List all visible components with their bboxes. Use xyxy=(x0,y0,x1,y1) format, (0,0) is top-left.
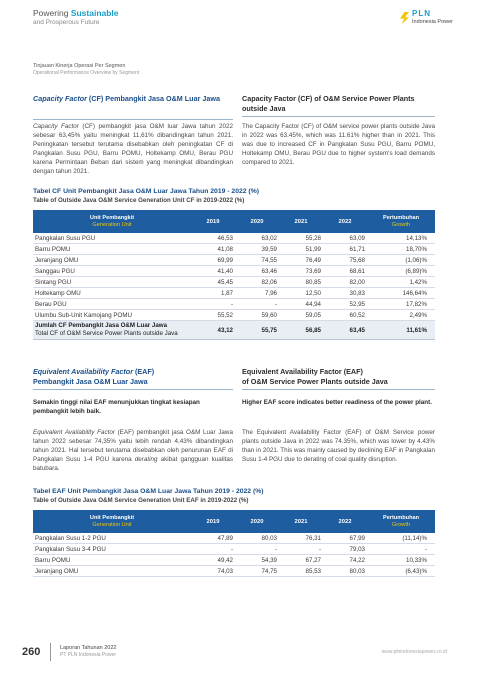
growth-cell: 146,64% xyxy=(402,289,427,297)
footer-divider xyxy=(50,643,51,661)
value-cell: - xyxy=(274,545,277,553)
eaf-note-en: Higher EAF score indicates better readiness of the power plant. xyxy=(242,399,433,406)
value-cell: 61,71 xyxy=(349,245,365,253)
value-cell: 41,08 xyxy=(217,245,233,253)
cf-paragraph-en: The Capacity Factor (CF) of O&M service power plants outside Java in 2022 was 63.45%, which was 11.61% higher than in 2021. This was due to increased CF in Pangkalan Susu PGU, Barru POMU, Holtekamp OMU, Berau PGU due to higher system's load demands compared to 2021. xyxy=(242,123,435,166)
unit-cell: Holtekamp OMU xyxy=(35,289,81,297)
value-cell: 68,61 xyxy=(349,267,365,275)
cf-table-title: Tabel CF Unit Pembangkit Jasa O&M Luar Jawa Tahun 2019 - 2022 (%) Table of Outside Java O&M Service Generation Unit CF in 2019-2022 (%) xyxy=(33,188,259,204)
table-row xyxy=(33,566,435,577)
unit-cell: Sanggau PGU xyxy=(35,267,75,275)
value-cell: 80,03 xyxy=(261,534,277,542)
table-row xyxy=(33,244,435,255)
eaf-heading-en: Equivalent Availability Factor (EAF) of O&M Service Power Plants outside Java xyxy=(242,367,435,390)
cf-table xyxy=(33,210,435,340)
value-cell: - xyxy=(318,545,321,553)
cf-table-header: Unit Pembangkit Generation Unit 2019 2020 2021 2022 Pertumbuhan Growth xyxy=(33,210,435,233)
unit-cell: Pangkalan Susu 1-2 PGU xyxy=(35,534,106,542)
lightning-icon xyxy=(400,12,409,24)
value-cell: 63,46 xyxy=(261,267,277,275)
value-cell: 54,39 xyxy=(261,556,277,564)
eaf-paragraph-en: The Equivalent Availability Factor (EAF) of O&M Service power plants outside Java in 2022 was 74.35%, which was lower by 4.43% than in 2021. This was mainly caused by declining EAF in Pangkalan Susu 1-4 PGU due to derating of coal quality disruption. xyxy=(242,429,435,463)
brand-tagline: Powering Sustainable xyxy=(33,8,119,18)
growth-cell: (1,06)% xyxy=(405,256,427,264)
value-cell: 7,96 xyxy=(264,289,277,297)
value-cell: 79,03 xyxy=(349,545,365,553)
eaf-table-header: Unit Pembangkit Generation Unit 2019 2020 2021 2022 Pertumbuhan Growth xyxy=(33,510,435,533)
value-cell: 82,06 xyxy=(261,278,277,286)
growth-cell: - xyxy=(424,545,427,553)
company-name: PT PLN Indonesia Power xyxy=(60,652,117,658)
unit-cell: Barru POMU xyxy=(35,556,71,564)
unit-cell: Berau PGU xyxy=(35,300,67,308)
unit-cell: Jeranjang OMU xyxy=(35,256,79,264)
value-cell: 75,68 xyxy=(349,256,365,264)
value-cell: 85,53 xyxy=(305,567,321,575)
cf-table-total-row: Jumlah CF Pembangkit Jasa O&M Luar Jawa Total CF of O&M Service Power Plants outside Java 43,12 55,75 56,85 63,45 11,61% xyxy=(33,321,435,340)
value-cell: 59,05 xyxy=(305,311,321,319)
brand-tagline-sub: and Prosperous Future xyxy=(33,19,100,26)
unit-cell: Barru POMU xyxy=(35,245,71,253)
unit-cell: Ulumbu Sub-Unit Kamojang POMU xyxy=(35,311,132,319)
value-cell: 12,50 xyxy=(305,289,321,297)
value-cell: - xyxy=(230,545,233,553)
report-title: Laporan Tahunan 2022 xyxy=(60,645,117,651)
unit-cell: Pangkalan Susu 3-4 PGU xyxy=(35,545,106,553)
eaf-heading-id: Equivalent Availability Factor (EAF) Pembangkit Jasa O&M Luar Jawa xyxy=(33,367,233,390)
value-cell: 74,03 xyxy=(217,567,233,575)
value-cell: 74,75 xyxy=(261,567,277,575)
value-cell: - xyxy=(230,300,233,308)
growth-cell: 10,33% xyxy=(406,556,427,564)
value-cell: 82,00 xyxy=(349,278,365,286)
unit-cell: Pangkalan Susu PGU xyxy=(35,234,96,242)
value-cell: 74,55 xyxy=(261,256,277,264)
eaf-table-title: Tabel EAF Unit Pembangkit Jasa O&M Luar Jawa Tahun 2019 - 2022 (%) Table of Outside Java O&M Service Generation Unit EAF in 2019-2022 (%) xyxy=(33,488,264,504)
value-cell: 80,03 xyxy=(349,567,365,575)
growth-cell: 17,82% xyxy=(406,300,427,308)
value-cell: - xyxy=(274,300,277,308)
value-cell: 63,09 xyxy=(349,234,365,242)
growth-cell: (6,89)% xyxy=(405,267,427,275)
value-cell: 44,94 xyxy=(305,300,321,308)
table-row xyxy=(33,233,435,244)
value-cell: 73,69 xyxy=(305,267,321,275)
value-cell: 59,60 xyxy=(261,311,277,319)
value-cell: 67,27 xyxy=(305,556,321,564)
value-cell: 63,02 xyxy=(261,234,277,242)
table-row xyxy=(33,255,435,266)
value-cell: 76,31 xyxy=(305,534,321,542)
growth-cell: 18,70% xyxy=(406,245,427,253)
cf-paragraph-id: Capacity Factor (CF) pembangkit jasa O&M luar Jawa tahun 2022 sebesar 63,45% yaitu meningkat 11,61% dibandingkan tahun 2021. Peningkatan tersebut terutama disebabkan oleh peningkatan CF di Pangkalan Susu PGU, Barru POMU, Holtekamp OMU, Berau PGU karena Permintaan Beban dari sistem yang meningkat dibandingkan dengan tahun 2021. xyxy=(33,123,234,175)
table-row xyxy=(33,266,435,277)
value-cell: 60,52 xyxy=(349,311,365,319)
value-cell: 52,95 xyxy=(349,300,365,308)
table-row xyxy=(33,299,435,310)
value-cell: 74,22 xyxy=(349,556,365,564)
eaf-paragraph-id: Equivalent Availability Factor (EAF) pembangkit jasa O&M Luar Jawa tahun 2022 sebesar 74,35% yaitu lebih rendah 4,43% dibandingkan tahun 2021. Hal tersebut terutama disebabkan oleh penurunan EAF di Pangkalan Susu 1-4 PGU karena derating akibat gangguan kualitas batubara. xyxy=(33,429,234,472)
value-cell: 46,53 xyxy=(217,234,233,242)
value-cell: 67,99 xyxy=(349,534,365,542)
growth-cell: (6,43)% xyxy=(405,567,427,575)
page-number: 260 xyxy=(22,646,41,658)
value-cell: 51,99 xyxy=(305,245,321,253)
value-cell: 47,89 xyxy=(217,534,233,542)
table-row xyxy=(33,277,435,288)
unit-cell: Sintang PGU xyxy=(35,278,72,286)
value-cell: 39,59 xyxy=(261,245,277,253)
value-cell: 69,99 xyxy=(217,256,233,264)
value-cell: 55,28 xyxy=(305,234,321,242)
table-row xyxy=(33,544,435,555)
logo-name: PLN xyxy=(412,9,432,18)
cf-heading-en: Capacity Factor (CF) of O&M Service Power Plants outside Java xyxy=(242,94,435,117)
value-cell: 76,49 xyxy=(305,256,321,264)
section-title: Tinjauan Kinerja Operasi Per Segmen Operational Performance Overview by Segment xyxy=(33,63,140,76)
table-row xyxy=(33,555,435,566)
growth-cell: (11,14)% xyxy=(402,534,427,542)
value-cell: 45,45 xyxy=(217,278,233,286)
value-cell: 1,87 xyxy=(220,289,233,297)
page-header xyxy=(33,8,453,48)
page-footer xyxy=(0,640,480,670)
pln-logo xyxy=(400,10,453,26)
value-cell: 80,85 xyxy=(305,278,321,286)
growth-cell: 1,42% xyxy=(409,278,427,286)
logo-sub: Indonesia Power xyxy=(412,19,453,25)
growth-cell: 14,13% xyxy=(406,234,427,242)
eaf-table xyxy=(33,510,435,577)
website-link[interactable]: www.plnindonesiapower.co.id xyxy=(381,649,447,655)
value-cell: 30,83 xyxy=(349,289,365,297)
eaf-note-id: Semakin tinggi nilai EAF menunjukkan tingkat kesiapan pembangkit lebih baik. xyxy=(33,399,200,415)
growth-cell: 2,49% xyxy=(409,311,427,319)
unit-cell: Jeranjang OMU xyxy=(35,567,79,575)
table-row xyxy=(33,533,435,544)
cf-heading-id: Capacity Factor (CF) Pembangkit Jasa O&M Luar Jawa xyxy=(33,94,233,120)
table-row xyxy=(33,288,435,299)
value-cell: 41,40 xyxy=(217,267,233,275)
table-row xyxy=(33,310,435,321)
value-cell: 55,52 xyxy=(217,311,233,319)
value-cell: 49,42 xyxy=(217,556,233,564)
